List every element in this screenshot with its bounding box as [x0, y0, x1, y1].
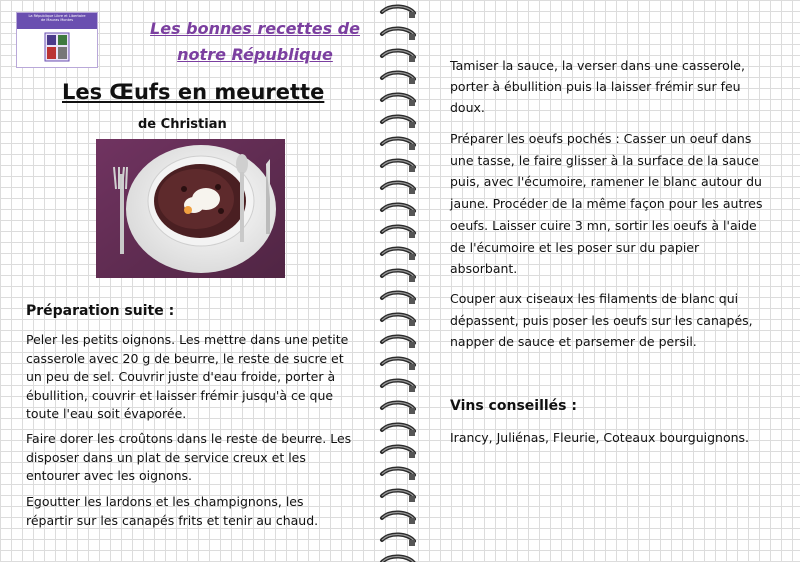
right-paragraph-1: Tamiser la sauce, la verser dans une casserole, porter à ébullition puis la laisser frémir sur feu doux.	[450, 58, 745, 115]
spiral-ring	[382, 512, 415, 524]
right-paragraph-2: Préparer les oeufs pochés : Casser un oeuf dans une tasse, le faire glisser à la surface de la sauce puis, avec l'écumoire, ramener le blanc autour du jaune. Procéder de la même façon pour les autres oeufs. Laisser cuire 3 mn, sortir les oeufs à l'aide de l'écumoire et les poser sur du papier absorbant.	[450, 131, 763, 277]
preparation-heading: Préparation suite :	[26, 303, 175, 319]
left-paragraph-1: Peler les petits oignons. Les mettre dans une petite casserole avec 20 g de beurre, le reste de sucre et un peu de sel. Couvrir juste d'eau froide, porter à ébullition, couvrir et laisser frémir jusqu'à ce que toute l'eau soit évaporée.	[26, 332, 349, 421]
spiral-ring	[382, 468, 415, 480]
spiral-ring	[382, 182, 415, 194]
spiral-ring	[382, 292, 415, 304]
spiral-ring	[382, 534, 415, 546]
spiral-ring	[382, 402, 415, 414]
spiral-ring	[382, 270, 415, 282]
logo	[16, 12, 98, 68]
spiral-ring	[382, 446, 415, 458]
spiral-ring	[382, 72, 415, 84]
spiral-ring	[382, 336, 415, 348]
spiral-ring	[382, 28, 415, 40]
spiral-ring	[382, 248, 415, 260]
dish-photo	[96, 139, 285, 278]
spiral-ring	[382, 380, 415, 392]
header-line-1: Les bonnes recettes de	[150, 19, 360, 38]
wines-heading: Vins conseillés :	[450, 398, 577, 414]
spiral-ring	[382, 204, 415, 216]
spiral-ring	[382, 50, 415, 62]
spiral-ring	[382, 160, 415, 172]
spiral-ring	[382, 314, 415, 326]
header-line-2: notre République	[177, 45, 333, 64]
left-paragraph-3: Egoutter les lardons et les champignons, les répartir sur les canapés frits et tenir au chaud.	[26, 494, 319, 528]
spiral-ring	[382, 424, 415, 436]
spiral-binding	[378, 0, 418, 562]
right-paragraph-3: Couper aux ciseaux les filaments de blanc qui dépassent, puis poser les oeufs sur les canapés, napper de sauce et parsemer de persil.	[450, 291, 753, 349]
spiral-ring	[382, 6, 415, 18]
spiral-ring	[382, 94, 415, 106]
logo-text: La République Libre et Libertaire de Mauras Montes	[17, 13, 97, 29]
page-header	[150, 16, 360, 68]
wines-list: Irancy, Juliénas, Fleurie, Coteaux bourguignons.	[450, 430, 750, 445]
spiral-ring	[382, 490, 415, 502]
spiral-ring	[382, 556, 415, 562]
recipe-author: de Christian	[138, 117, 227, 132]
spiral-ring	[382, 226, 415, 238]
spiral-ring	[382, 116, 415, 128]
left-paragraph-2: Faire dorer les croûtons dans le reste de beurre. Les disposer dans un plat de service creux et les entourer avec les oignons.	[26, 431, 352, 483]
spiral-ring	[382, 358, 415, 370]
recipe-title: Les Œufs en meurette	[62, 80, 325, 104]
spiral-ring	[382, 138, 415, 150]
logo-emblem-icon	[17, 13, 97, 67]
